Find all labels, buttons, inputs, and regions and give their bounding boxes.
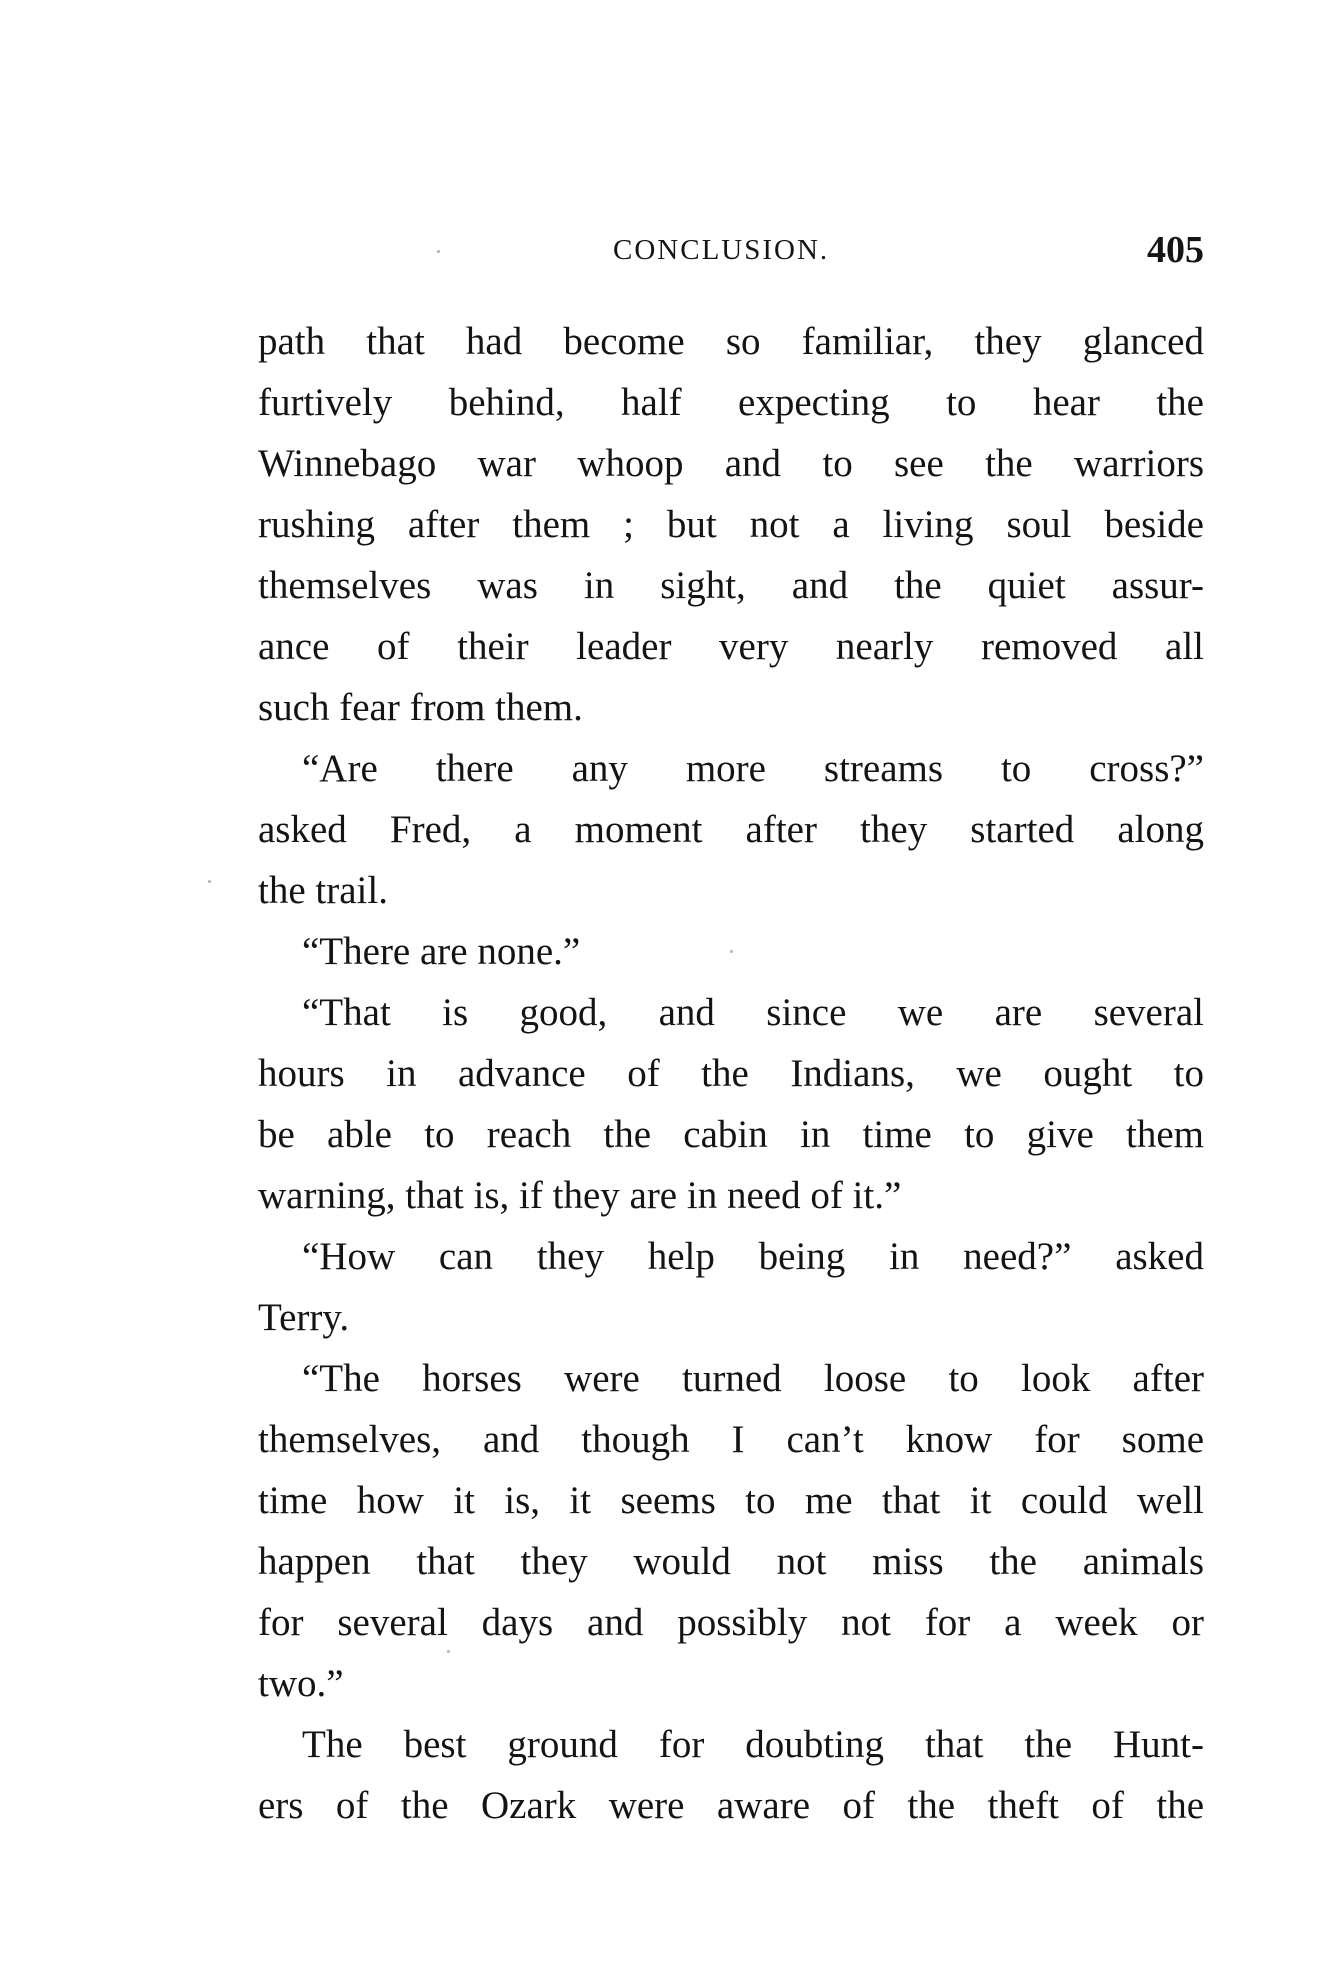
- paper-speck: [208, 880, 211, 883]
- text-line: Terry.: [258, 1296, 350, 1339]
- running-head: [258, 228, 1204, 276]
- text-line: be able to reach the cabin in time to give them: [258, 1113, 1204, 1156]
- text-line: Winnebago war whoop and to see the warriors: [258, 442, 1204, 485]
- paper-speck: [447, 1650, 450, 1653]
- text-line: “The horses were turned loose to look after: [302, 1357, 1204, 1400]
- chapter-title: CONCLUSION.: [613, 234, 830, 266]
- text-line: ers of the Ozark were aware of the theft of the: [258, 1784, 1204, 1827]
- body-text: [258, 311, 1204, 1836]
- paper-speck: [730, 950, 733, 953]
- text-line: “There are none.”: [302, 930, 581, 973]
- text-line: the trail.: [258, 869, 388, 912]
- text-line: warning, that is, if they are in need of it.”: [258, 1174, 902, 1217]
- text-line: time how it is, it seems to me that it could well: [258, 1479, 1204, 1522]
- text-line: path that had become so familiar, they glanced: [258, 320, 1204, 363]
- text-line: furtively behind, half expecting to hear the: [258, 381, 1204, 424]
- text-line: asked Fred, a moment after they started along: [258, 808, 1204, 851]
- text-line: two.”: [258, 1662, 344, 1705]
- paper-speck: [437, 250, 440, 253]
- text-line: “That is good, and since we are several: [302, 991, 1204, 1034]
- text-line: happen that they would not miss the animals: [258, 1540, 1204, 1583]
- text-line: hours in advance of the Indians, we ought to: [258, 1052, 1204, 1095]
- text-line: such fear from them.: [258, 686, 583, 729]
- text-line: themselves was in sight, and the quiet assur-: [258, 564, 1204, 607]
- text-line: “How can they help being in need?” asked: [302, 1235, 1204, 1278]
- text-line: The best ground for doubting that the Hunt-: [302, 1723, 1204, 1766]
- text-line: “Are there any more streams to cross?”: [302, 747, 1204, 790]
- text-line: rushing after them ; but not a living soul beside: [258, 503, 1204, 546]
- page-number: 405: [1147, 229, 1204, 271]
- text-line: themselves, and though I can’t know for some: [258, 1418, 1204, 1461]
- text-line: ance of their leader very nearly removed all: [258, 625, 1204, 668]
- text-line: for several days and possibly not for a week or: [258, 1601, 1204, 1644]
